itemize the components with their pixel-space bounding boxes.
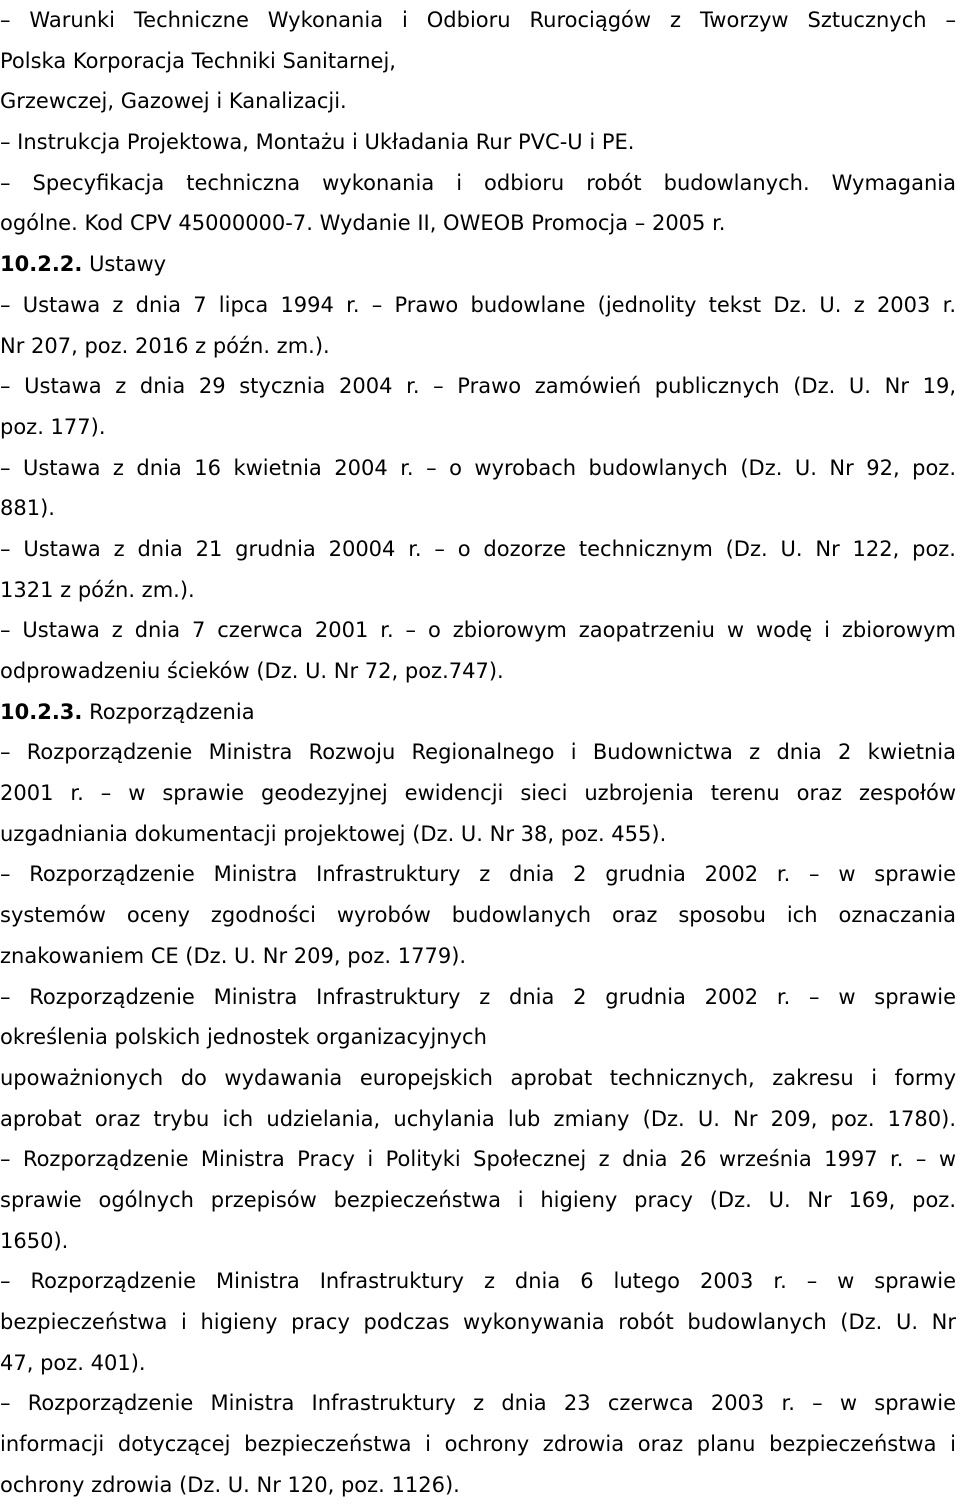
section-heading	[0, 244, 956, 285]
text-line: 1321 z późn. zm.).	[0, 577, 195, 602]
text-line: – Instrukcja Projektowa, Montażu i Układania Rur PVC-U i PE.	[0, 130, 635, 155]
text-line: 2001 r. – w sprawie geodezyjnej ewidencji sieci uzbrojenia terenu oraz zespołów	[0, 781, 956, 806]
text-line: 881).	[0, 496, 55, 521]
text-line: 47, poz. 401).	[0, 1350, 146, 1375]
text-line: znakowaniem CE (Dz. U. Nr 209, poz. 1779).	[0, 943, 467, 968]
text-line: informacji dotyczącej bezpieczeństwa i ochrony zdrowia oraz planu bezpieczeństwa i	[0, 1432, 956, 1457]
text-line: określenia polskich jednostek organizacyjnych	[0, 1025, 487, 1050]
text-line: – Ustawa z dnia 7 czerwca 2001 r. – o zbiorowym zaopatrzeniu w wodę i zbiorowym	[0, 618, 956, 643]
section-heading	[0, 692, 956, 733]
text-line: uzgadniania dokumentacji projektowej (Dz. U. Nr 38, poz. 455).	[0, 821, 667, 846]
text-line: bezpieczeństwa i higieny pracy podczas wykonywania robót budowlanych (Dz. U. Nr	[0, 1310, 956, 1334]
section-title: Rozporządzenia	[82, 699, 255, 724]
text-line: – Rozporządzenie Ministra Rozwoju Regionalnego i Budownictwa z dnia 2 kwietnia	[0, 740, 956, 765]
text-line: Polska Korporacja Techniki Sanitarnej,	[0, 48, 396, 73]
text-line: aprobat oraz trybu ich udzielania, uchylania lub zmiany (Dz. U. Nr 209, poz. 1780).	[0, 1106, 956, 1131]
text-line: – Ustawa z dnia 7 lipca 1994 r. – Prawo budowlane (jednolity tekst Dz. U. z 2003 r.	[0, 292, 956, 317]
section-number: 10.2.3.	[0, 699, 83, 724]
text-line: systemów oceny zgodności wyrobów budowlanych oraz sposobu ich oznaczania	[0, 903, 956, 928]
text-line: odprowadzeniu ścieków (Dz. U. Nr 72, poz.747).	[0, 659, 504, 683]
section-title: Ustawy	[82, 252, 167, 277]
text-line: ogólne. Kod CPV 45000000-7. Wydanie II, OWEOB Promocja – 2005 r.	[0, 211, 726, 236]
text-line: poz. 177).	[0, 414, 106, 439]
text-line: – Warunki Techniczne Wykonania i Odbioru Rurociągów z Tworzyw Sztucznych –	[0, 8, 956, 32]
text-line: 1650).	[0, 1228, 69, 1253]
text-line: – Rozporządzenie Ministra Infrastruktury z dnia 2 grudnia 2002 r. – w sprawie	[0, 984, 956, 1009]
text-line: – Specyfikacja techniczna wykonania i odbioru robót budowlanych. Wymagania	[0, 170, 956, 195]
text-line: – Ustawa z dnia 21 grudnia 20004 r. – o dozorze technicznym (Dz. U. Nr 122, poz.	[0, 536, 956, 561]
text-line: – Ustawa z dnia 29 stycznia 2004 r. – Prawo zamówień publicznych (Dz. U. Nr 19,	[0, 374, 956, 399]
section-number: 10.2.2.	[0, 252, 83, 277]
text-line: Nr 207, poz. 2016 z późn. zm.).	[0, 333, 330, 358]
text-line: Grzewczej, Gazowej i Kanalizacji.	[0, 89, 347, 114]
text-line: – Rozporządzenie Ministra Infrastruktury z dnia 23 czerwca 2003 r. – w sprawie	[0, 1391, 956, 1416]
text-line: sprawie ogólnych przepisów bezpieczeństwa i higieny pracy (Dz. U. Nr 169, poz.	[0, 1187, 956, 1212]
text-line: – Rozporządzenie Ministra Infrastruktury z dnia 6 lutego 2003 r. – w sprawie	[0, 1269, 956, 1294]
text-line: upoważnionych do wydawania europejskich aprobat technicznych, zakresu i formy	[0, 1065, 956, 1090]
text-line: ochrony zdrowia (Dz. U. Nr 120, poz. 1126).	[0, 1472, 460, 1497]
text-line: – Rozporządzenie Ministra Pracy i Polityki Społecznej z dnia 26 września 1997 r. – w	[0, 1147, 956, 1172]
text-line: – Rozporządzenie Ministra Infrastruktury z dnia 2 grudnia 2002 r. – w sprawie	[0, 862, 956, 887]
text-line: – Ustawa z dnia 16 kwietnia 2004 r. – o wyrobach budowlanych (Dz. U. Nr 92, poz.	[0, 455, 956, 480]
